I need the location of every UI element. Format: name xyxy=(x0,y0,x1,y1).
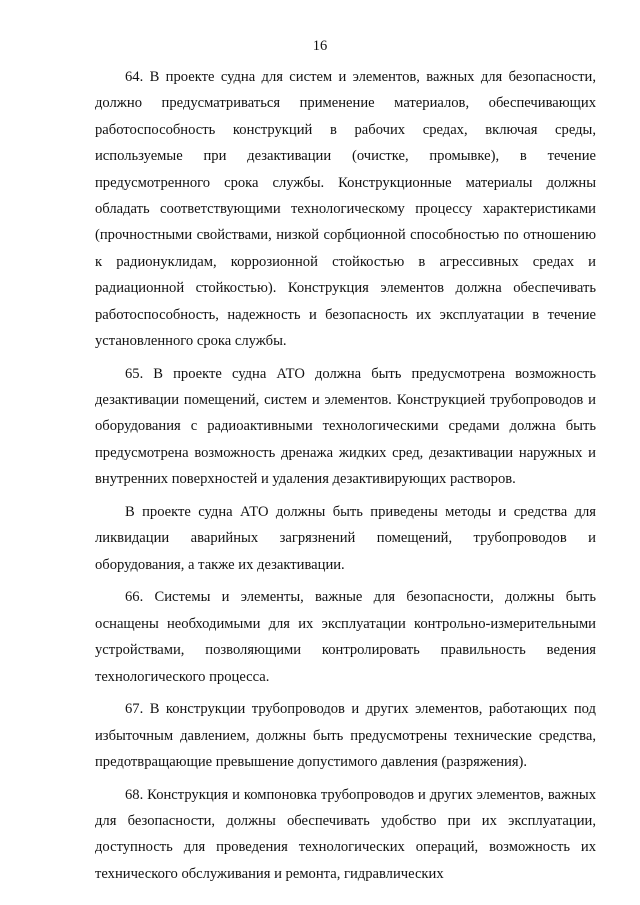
paragraph-65-continuation: В проекте судна АТО должны быть приведены методы и средства для ликвидации аварийных загрязнений помещений, трубопроводов и оборудования, а также их дезактивации. xyxy=(95,503,596,573)
paragraph-67: 67. В конструкции трубопроводов и других элементов, работающих под избыточным давлением, должны быть предусмотрены технические средства, предотвращающие превышение допустимого давления (разряжения). xyxy=(95,701,596,770)
paragraph-66: 66. Системы и элементы, важные для безопасности, должны быть оснащены необходимыми для их эксплуатации контрольно-измерительными устройствами, позволяющими контролировать правильность ведения технологического процесса. xyxy=(95,589,596,685)
paragraph-65: 65. В проекте судна АТО должна быть предусмотрена возможность дезактивации помещений, систем и элементов. Конструкцией трубопроводов и оборудования с радиоактивными технологическими средами должна быть предусмотрена возможность дренажа жидких сред, дезактивации наружных и внутренних поверхностей и удаления дезактивирующих растворов. xyxy=(95,365,596,488)
document-body xyxy=(95,64,596,887)
page-number: 16 xyxy=(312,38,328,54)
paragraph-64: 64. В проекте судна для систем и элементов, важных для безопасности, должно предусматриваться применение материалов, обеспечивающих работоспособность конструкций в рабочих средах, включая среды, используемые при дезактивации (очистке, промывке), в течение предусмотренного срока службы. Конструкционные материалы должны обладать соответствующими технологическому процессу характеристиками (прочностными свойствами, низкой сорбционной способностью по отношению к радионуклидам, коррозионной стойкостью в агрессивных средах и радиационной стойкостью). Конструкция элементов должна обеспечивать работоспособность, надежность и безопасность их эксплуатации в течение установленного срока службы. xyxy=(95,69,596,350)
paragraph-68: 68. Конструкция и компоновка трубопроводов и других элементов, важных для безопасности, должны обеспечивать удобство при их эксплуатации, доступность для проведения технологических операций, возможность их технического обслуживания и ремонта, гидравлических xyxy=(95,786,596,882)
